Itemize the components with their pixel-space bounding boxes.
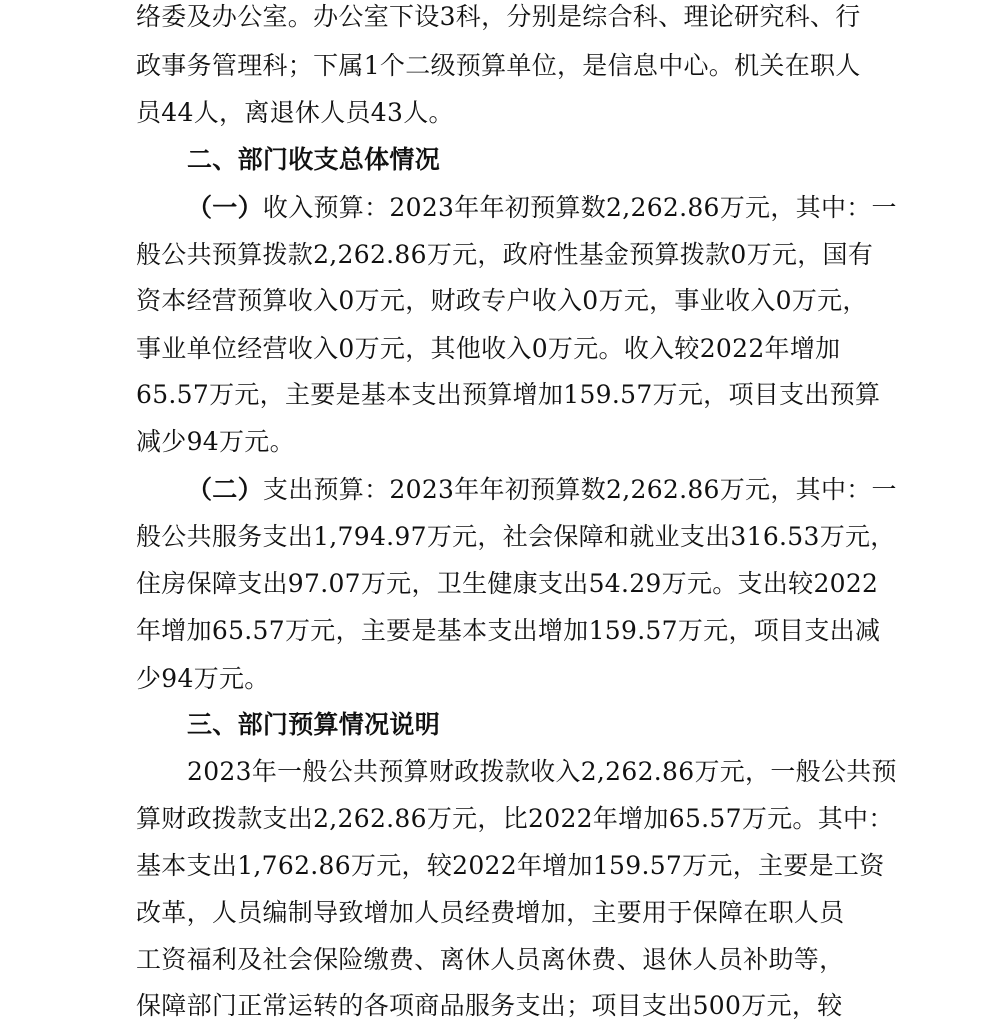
subsection-label: （一） — [187, 193, 263, 222]
paragraph-line: 支出预算：2023年年初预算数2,262.86万元，其中：一 — [262, 475, 897, 504]
paragraph-line: 2023年一般公共预算财政拨款收入2,262.86万元，一般公共预 — [187, 757, 897, 786]
paragraph-line: 事业单位经营收入0万元，其他收入0万元。收入较2022年增加 — [136, 334, 841, 363]
subsection-label: （二） — [187, 475, 263, 504]
paragraph-line: 65.57万元，主要是基本支出预算增加159.57万元，项目支出预算 — [136, 380, 881, 409]
paragraph-line: 改革，人员编制导致增加人员经费增加，主要用于保障在职人员 — [136, 898, 845, 927]
subsection-income-line — [187, 193, 897, 223]
subsection-expense-line — [187, 475, 897, 505]
paragraph-line: 般公共预算拨款2,262.86万元，政府性基金预算拨款0万元，国有 — [136, 240, 874, 269]
paragraph-line: 资本经营预算收入0万元，财政专户收入0万元，事业收入0万元， — [136, 286, 868, 315]
paragraph-line: 少94万元。 — [136, 664, 270, 693]
paragraph-line: 收入预算：2023年年初预算数2,262.86万元，其中：一 — [262, 193, 897, 222]
paragraph-line: 基本支出1,762.86万元，较2022年增加159.57万元，主要是工资 — [136, 851, 885, 880]
section-heading-2: 二、部门收支总体情况 — [187, 145, 441, 174]
paragraph-line: 般公共服务支出1,794.97万元，社会保障和就业支出316.53万元， — [136, 522, 896, 551]
paragraph-line: 减少94万元。 — [136, 427, 295, 456]
paragraph-line: 络委及办公室。办公室下设3科，分别是综合科、理论研究科、行 — [136, 2, 861, 31]
paragraph-line: 算财政拨款支出2,262.86万元，比2022年增加65.57万元。其中： — [136, 804, 894, 833]
paragraph-line: 年增加65.57万元，主要是基本支出增加159.57万元，项目支出减 — [136, 616, 881, 645]
paragraph-line: 工资福利及社会保险缴费、离休人员离休费、退休人员补助等， — [136, 945, 845, 974]
paragraph-line: 政事务管理科；下属1个二级预算单位，是信息中心。机关在职人 — [136, 51, 861, 80]
paragraph-line: 员44人，离退休人员43人。 — [136, 98, 454, 127]
paragraph-line: 保障部门正常运转的各项商品服务支出；项目支出500万元，较 — [136, 991, 843, 1020]
paragraph-line: 住房保障支出97.07万元，卫生健康支出54.29万元。支出较2022 — [136, 569, 879, 598]
section-heading-3: 三、部门预算情况说明 — [187, 710, 441, 739]
